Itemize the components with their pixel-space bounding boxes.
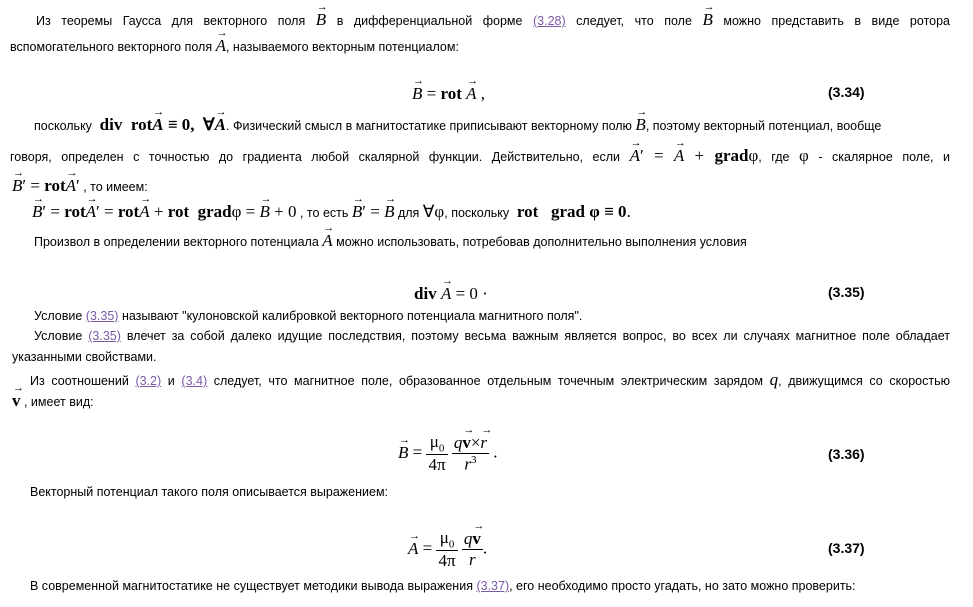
gauge-formula: → A′ = → A + gradφ [630, 146, 759, 165]
ref-3-35-link[interactable]: (3.35) [85, 309, 119, 323]
paragraph-4: Условие (3.35) называют "кулоновской калибровкой векторного потенциала магнитного поля". [34, 309, 583, 323]
vector-B: → B [635, 115, 645, 135]
paragraph-5-line-2: указанными свойствами. [12, 350, 157, 364]
paragraph-2-line-1: поскольку div rot→ A ≡ 0, ∀→ A. Физический смысл в магнитостатике приписывают векторному полю → B, поэтому векторный потенциал, вообще [34, 115, 950, 135]
vector-B: → B [702, 10, 712, 30]
equation-number: (3.35) [828, 284, 865, 300]
vector-A: → A [322, 231, 332, 251]
paragraph-6-line-1: Из соотношений (3.2) и (3.4) следует, что магнитное поле, образованное отдельным точечным электрическим зарядом q, движущимся со скоростью [30, 370, 950, 389]
paragraph-3: Произвол в определении векторного потенциала → A можно использовать, потребовав дополнительно выполнения условия [34, 231, 973, 251]
equation-3-36: → B = $\frac{\mu_0}{4\pi}$ $\frac{q\to v\times\to r}{r^3}$ . [398, 432, 498, 475]
equation-number: (3.37) [828, 540, 865, 556]
div-rot-formula: div rot→ A ≡ 0, ∀→ A [95, 115, 226, 134]
paragraph-7: Векторный потенциал такого поля описывается выражением: [30, 485, 389, 499]
paragraph-1-line-2: вспомогательного векторного поля → A, называемого векторным потенциалом: [10, 36, 973, 56]
equation-number: (3.36) [828, 446, 865, 462]
ref-3-37-link[interactable]: (3.37) [476, 579, 510, 593]
ref-3-28-link[interactable]: (3.28) [532, 14, 566, 28]
paragraph-6-line-2: → v , имеет вид: [12, 391, 973, 411]
equation-3-34: → B = rot → A , [412, 84, 485, 104]
ref-3-4-link[interactable]: (3.4) [181, 374, 208, 388]
equation-3-35: div → A = 0 · [414, 284, 488, 304]
paragraph-1-line-1: Из теоремы Гаусса для векторного поля → B в дифференциальной форме (3.28) следует, что поле → B можно представить в виде ротора [10, 10, 950, 30]
equation-3-37: → A = $\frac{\mu_0}{4\pi}$ $\frac{q\to v}{r}$ . [408, 528, 487, 571]
paragraph-2-line-3: → B′ = rot→ A′ , то имеем: [12, 176, 973, 196]
ref-3-35-link[interactable]: (3.35) [88, 329, 121, 343]
vector-A: → A [216, 36, 226, 56]
paragraph-2-line-4: → B′ = rot→ A′ = rot→ A + rot gradφ = → B + 0 , то есть → B′ = → B для ∀φ, поскольку rot grad φ ≡ 0. [32, 202, 973, 222]
paragraph-2-line-2: говоря, определен с точностью до градиента любой скалярной функции. Действительно, если → A′ = → A + gradφ, где φ - скалярное поле, и [10, 146, 950, 166]
equation-number: (3.34) [828, 84, 865, 100]
vector-B: → B [316, 10, 326, 30]
ref-3-2-link[interactable]: (3.2) [135, 374, 162, 388]
paragraph-8: В современной магнитостатике не существует методики вывода выражения (3.37), его необходимо просто угадать, но зато можно проверить: [30, 579, 856, 593]
paragraph-5-line-1: Условие (3.35) влечет за собой далеко идущие последствия, поэтому весьма важным является вопрос, во всех ли случаях магнитное поле обладает [34, 329, 951, 343]
